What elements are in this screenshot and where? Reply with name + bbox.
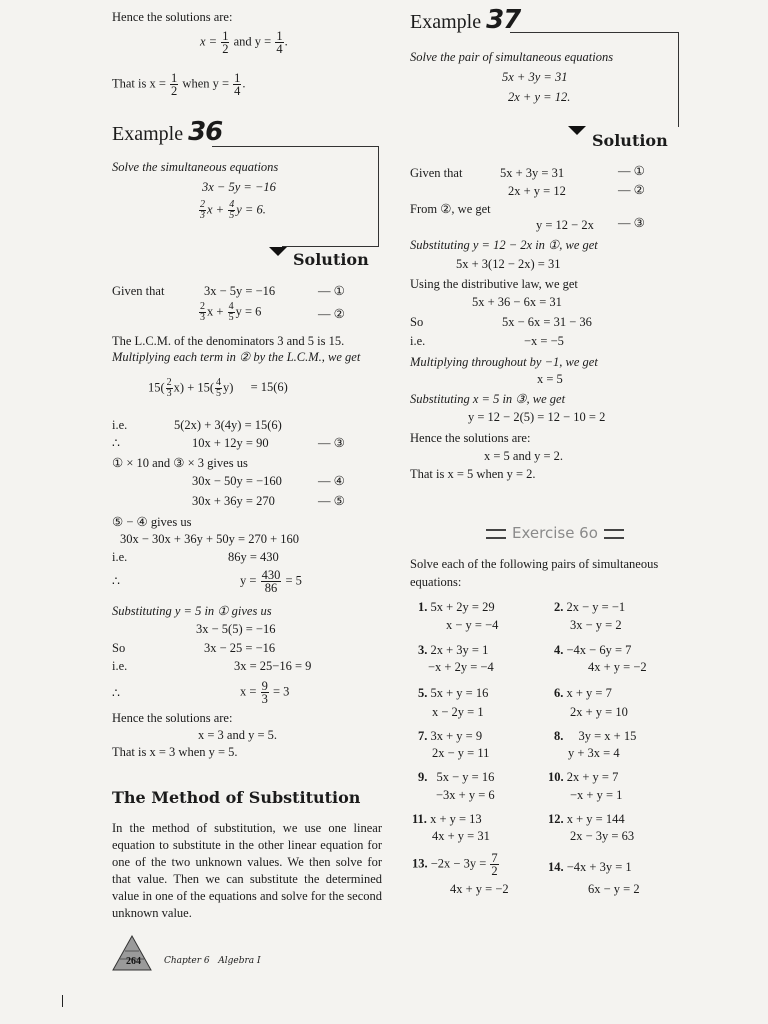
cancel-expression: 15( $\frac{2}{3}$ x) + 15( $\frac{4}{5}$ y) = 15(6) — [148, 377, 288, 399]
lcm-line: The L.C.M. of the denominators 3 and 5 is 15. — [112, 334, 345, 348]
equation-marker: — ① — [318, 284, 345, 298]
solution-heading: Solution — [592, 131, 668, 150]
method-paragraph: In the method of substitution, we use one linear equation to substitute in the other linear equation for one of the two unknown values. We then solve for that value. Then we can substitute the determined value in one of the equations and solve for the second unknown value. — [112, 821, 382, 920]
that-is-line: That is x = $\frac{1}{2}$ when y = $\frac{1}{4}$ . — [112, 71, 246, 98]
mult-line: Multiplying each term in ② by the L.C.M., we get — [112, 350, 361, 364]
chapter-label: Chapter 6 Algebra I — [164, 956, 261, 966]
solution-triangle-icon — [269, 247, 287, 256]
page-footer — [112, 935, 272, 975]
page-number: 264 — [126, 956, 141, 967]
bars-icon — [604, 529, 624, 539]
given-label: Given that — [112, 284, 165, 298]
solution-fractions: x = $\frac{1}{2}$ and y = $\frac{1}{4}$ . — [200, 29, 288, 56]
equation-marker: — ④ — [318, 474, 345, 488]
exercise-heading: Exercise 6o — [480, 524, 630, 542]
example-36-title: Example 36 — [112, 117, 223, 147]
equation-marker: — ② — [618, 183, 645, 197]
ex36-eq1: 3x − 5y = −16 — [202, 180, 276, 194]
equation-marker: — ③ — [618, 216, 645, 230]
example-37-title: Example 37 — [410, 5, 521, 35]
bars-icon — [486, 529, 506, 539]
solution-heading: Solution — [293, 250, 369, 269]
scan-mark — [62, 995, 63, 1007]
equation-marker: — ⑤ — [318, 494, 345, 508]
solution-triangle-icon — [568, 126, 586, 135]
equation-marker: — ① — [618, 164, 645, 178]
equation-marker: — ③ — [318, 436, 345, 450]
hence-line: Hence the solutions are: — [112, 10, 233, 24]
method-title: The Method of Substitution — [112, 788, 361, 807]
ex37-prompt: Solve the pair of simultaneous equations — [410, 50, 614, 64]
ex36-eq2: $\frac{2}{3}$ x + $\frac{4}{5}$ y = 6. — [200, 199, 266, 221]
equation-marker: — ② — [318, 307, 345, 321]
ex36-prompt: Solve the simultaneous equations — [112, 160, 279, 174]
